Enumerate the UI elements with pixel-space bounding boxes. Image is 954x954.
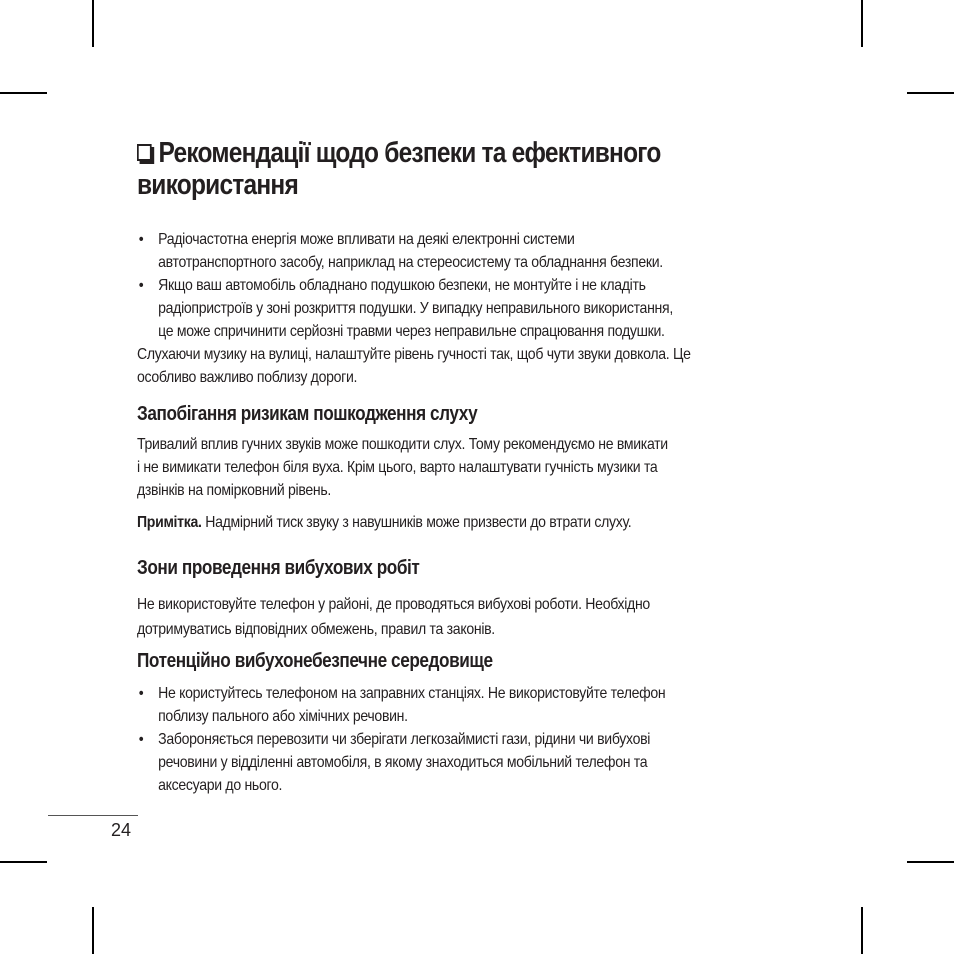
list-item-line: Не користуйтесь телефоном на заправних станціях. Не використовуйте телефон [158,685,666,702]
crop-mark-bottom-right-vertical [861,907,863,954]
list-item-line: Радіочастотна енергія може впливати на деякі електронні системи [158,231,575,248]
page-title-line-1: Рекомендації щодо безпеки та ефективного [158,137,661,169]
section-paragraph-blasting-areas [137,593,815,641]
note [137,511,815,534]
note-label: Примітка. [137,514,202,531]
page-number: 24 [111,820,132,840]
explosive-atmosphere-bullet-list [137,682,907,797]
checkbox-icon [137,144,152,161]
crop-mark-bottom-left-horizontal [0,861,47,863]
paragraph-line: і не вимикати телефон біля вуха. Крім цього, варто налаштувати гучність музики та [137,459,658,476]
paragraph-line: Тривалий вплив гучних звуків може пошкодити слух. Тому рекомендуємо не вмикати [137,436,668,453]
list-item-line: Якщо ваш автомобіль обладнано подушкою безпеки, не монтуйте і не кладіть [158,277,646,294]
crop-mark-bottom-right-horizontal [907,861,954,863]
list-item-line: радіопристроїв у зоні розкриття подушки. У випадку неправильного використання, [158,300,673,317]
page-title-line-2: використання [137,169,298,201]
list-item-line: аксесуари до нього. [158,777,283,794]
list-item-line: автотранспортного засобу, наприклад на стереосистему та обладнання безпеки. [158,254,663,271]
bullet-icon: • [138,685,144,702]
section-heading-explosive-atmosphere: Потенційно вибухонебезпечне середовище [137,650,493,672]
intro-paragraph [137,343,815,389]
section-paragraph-hearing [137,433,815,502]
crop-mark-top-right-vertical [861,0,863,47]
bullet-icon: • [138,231,144,248]
list-item-line: речовини у відділенні автомобіля, в якому знаходиться мобільний телефон та [158,754,648,771]
section-heading-hearing: Запобігання ризикам пошкодження слуху [137,403,478,425]
list-item [137,728,815,797]
bullet-icon: • [138,731,144,748]
bullet-icon: • [138,277,144,294]
paragraph-line: дотримуватись відповідних обмежень, правил та законів. [137,621,495,638]
paragraph-line: Слухаючи музику на вулиці, налаштуйте рівень гучності так, щоб чути звуки довкола. Це [137,346,691,363]
paragraph-line: Не використовуйте телефон у районі, де проводяться вибухові роботи. Необхідно [137,596,650,613]
crop-mark-top-left-horizontal [0,92,47,94]
intro-bullet-list [137,228,907,343]
list-item [137,228,815,274]
page-title [137,137,937,201]
crop-mark-top-right-horizontal [907,92,954,94]
list-item-line: це може спричинити серйозні травми через неправильне спрацювання подушки. [158,323,665,340]
list-item-line: поблизу пального або хімічних речовин. [158,708,408,725]
paragraph-line: дзвінків на помірковний рівень. [137,482,331,499]
paragraph-line: особливо важливо поблизу дороги. [137,369,358,386]
footer-divider [48,815,138,816]
list-item [137,274,815,343]
list-item [137,682,815,728]
note-text: Надмірний тиск звуку з навушників може призвести до втрати слуху. [201,514,632,531]
list-item-line: Забороняється перевозити чи зберігати легкозаймисті гази, рідини чи вибухові [158,731,651,748]
section-heading-blasting-areas: Зони проведення вибухових робіт [137,557,420,579]
crop-mark-bottom-left-vertical [92,907,94,954]
crop-mark-top-left-vertical [92,0,94,47]
